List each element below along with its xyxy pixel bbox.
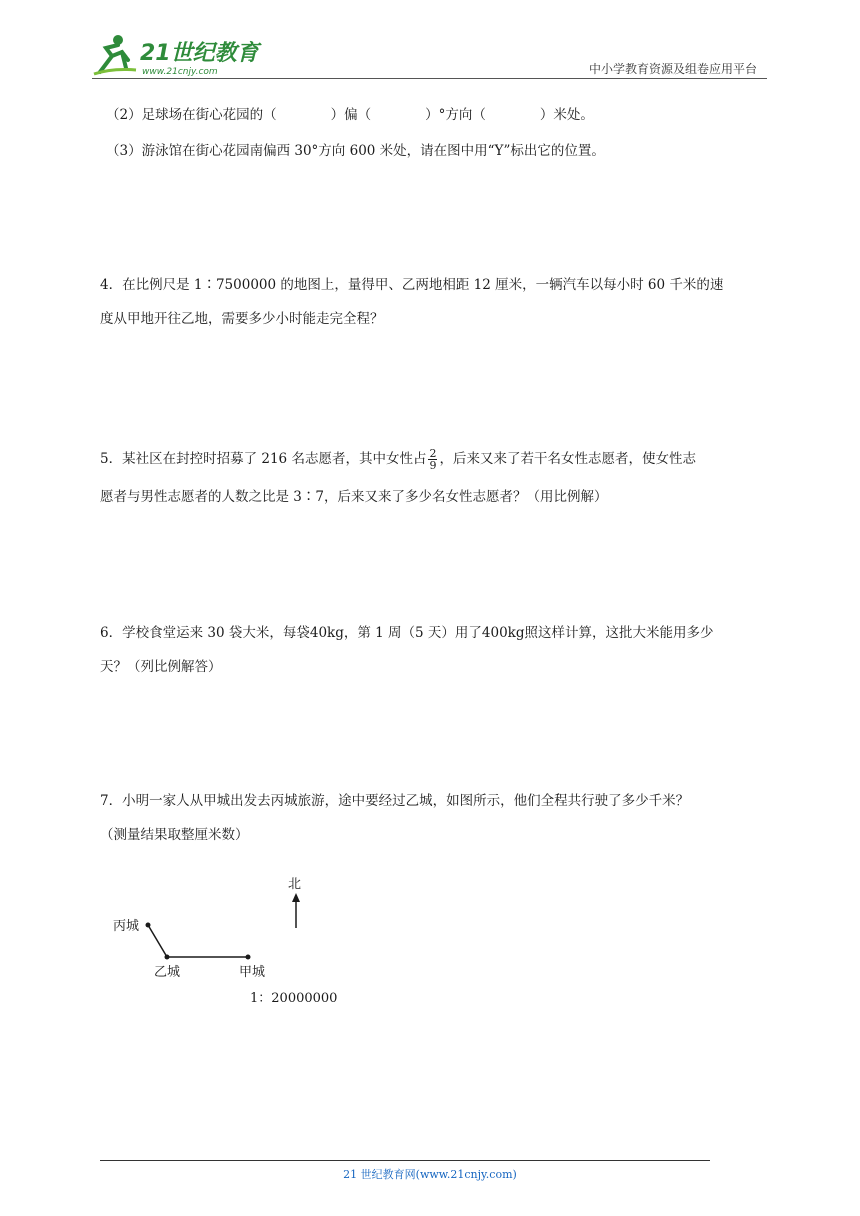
q3-part3: （3）游泳馆在街心花园南偏西 30°方向 600 米处，请在图中用“Y”标出它的位置。 [106,143,605,159]
q7-line1: 7．小明一家人从甲城出发去丙城旅游，途中要经过乙城，如图所示，他们全程共行驶了多少千米？ [100,793,690,809]
point-jia [246,955,251,960]
q5-text-before: 5．某社区在封控时招募了 216 名志愿者，其中女性占 [100,451,427,467]
logo-text: 21世纪教育 [140,41,259,66]
q5-line1 [100,445,696,473]
route-diagram [100,868,360,1018]
q4-line2: 度从甲地开往乙地，需要多少小时能走完全程？ [100,311,384,327]
route-segment-bing-yi [148,925,167,957]
city-label-yi: 乙城 [154,965,181,980]
footer-divider [100,1160,710,1161]
header-divider [92,78,767,79]
footer-text: 21 世纪教育网(www.21cnjy.com) [343,1168,517,1181]
header-platform-text: 中小学教育资源及组卷应用平台 [588,62,757,76]
logo-url: www.21cnjy.com [142,67,218,77]
q6-line1: 6．学校食堂运来 30 袋大米，每袋40kg，第 1 周（5 天）用了400kg照这样计算，这批大米能用多少 [100,625,714,641]
site-logo [92,32,267,78]
point-yi [165,955,170,960]
q6-line2: 天？（列比例解答） [100,659,222,675]
q4-line1: 4．在比例尺是 1∶7500000 的地图上，量得甲、乙两地相距 12 厘米，一辆汽车以每小时 60 千米的速 [100,277,724,293]
city-label-bing: 丙城 [113,919,140,934]
city-label-jia: 甲城 [239,965,266,980]
q5-text-after: ，后来又来了若干名女性志愿者，使女性志 [439,451,696,467]
runner-icon [94,35,136,74]
q7-line2: （测量结果取整厘米数） [100,827,249,843]
fraction-numerator: 2 [429,447,437,460]
north-label: 北 [288,877,302,892]
north-arrow-icon [292,893,300,928]
scale-label: 1：20000000 [250,991,338,1006]
q3-part2: （2）足球场在街心花园的（ ）偏（ ）°方向（ ）米处。 [106,107,594,123]
fraction-denominator: 9 [429,459,437,472]
point-bing [146,923,151,928]
q5-line2: 愿者与男性志愿者的人数之比是 3∶7，后来又来了多少名女性志愿者？（用比例解） [100,489,608,505]
q5-fraction [428,448,437,471]
